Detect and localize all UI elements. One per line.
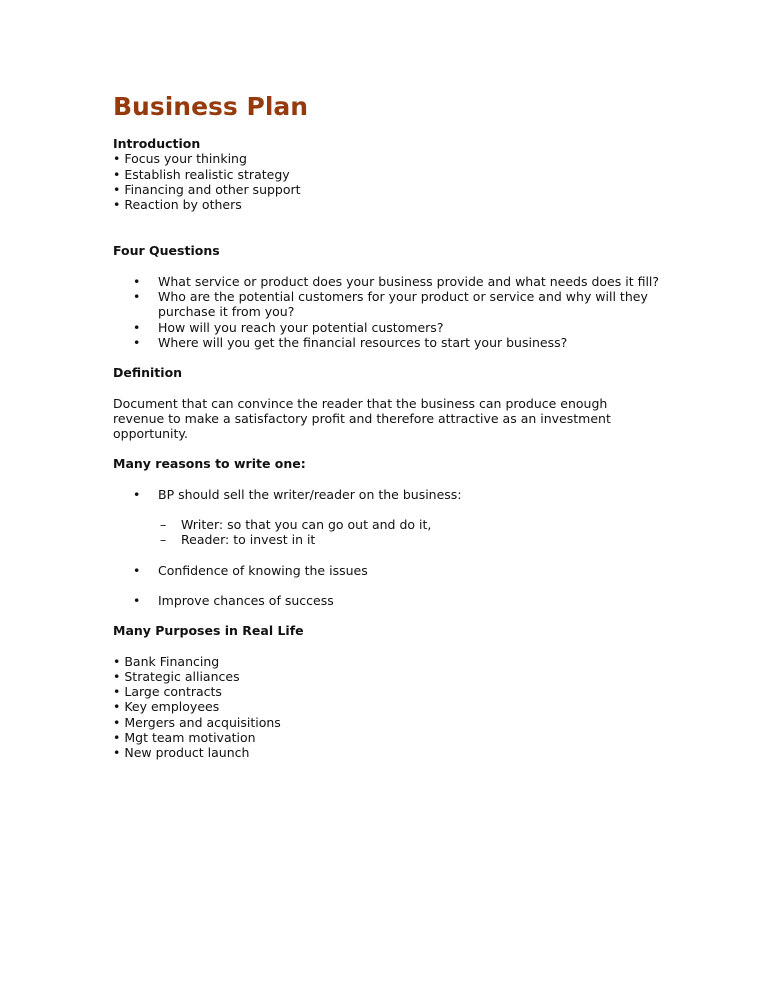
reasons-heading: Many reasons to write one: — [113, 456, 306, 472]
introduction-heading: Introduction — [113, 136, 201, 151]
list-item — [133, 487, 673, 502]
bullet-icon: • — [133, 592, 141, 608]
list-item: • Bank Financing — [113, 654, 673, 669]
four-questions-section — [113, 243, 673, 350]
list-item: • Mgt team motivation — [113, 730, 673, 745]
bullet-icon: • — [133, 486, 141, 502]
four-questions-heading: Four Questions — [113, 243, 220, 259]
list-item: • Mergers and acquisitions — [113, 715, 673, 730]
four-questions-list — [113, 274, 663, 350]
list-item: • Financing and other support — [113, 182, 673, 197]
sub-list-item-text: Reader: to invest in it — [181, 532, 316, 548]
list-item — [133, 335, 663, 350]
introduction-list — [113, 151, 673, 212]
sub-list-item-text: Writer: so that you can go out and do it, — [181, 517, 432, 533]
list-item: • Key employees — [113, 699, 673, 714]
list-item-text: Confidence of knowing the issues — [158, 562, 368, 578]
list-item: • Establish realistic strategy — [113, 167, 673, 182]
list-item: • New product launch — [113, 745, 673, 760]
page-title: Business Plan — [113, 92, 309, 121]
bullet-icon: • — [133, 562, 141, 578]
reasons-list — [113, 487, 673, 502]
bullet-icon: • — [133, 273, 141, 289]
definition-section — [113, 365, 673, 441]
list-item — [133, 563, 673, 578]
reasons-sub-list — [113, 517, 673, 548]
list-item: • Focus your thinking — [113, 151, 673, 166]
introduction-section — [113, 136, 673, 212]
dash-icon: – — [160, 532, 167, 548]
list-item — [133, 593, 673, 608]
list-item-text: How will you reach your potential customers? — [158, 319, 444, 335]
bullet-icon: • — [133, 334, 141, 350]
list-item — [133, 289, 663, 320]
list-item-text: BP should sell the writer/reader on the business: — [158, 486, 462, 502]
definition-text: Document that can convince the reader that the business can produce enough revenue to make a satisfactory profit and therefore attractive as an investment opportunity. — [113, 395, 611, 442]
list-item — [133, 320, 663, 335]
document-page — [113, 92, 673, 761]
purposes-section — [113, 623, 673, 760]
list-item — [133, 274, 663, 289]
list-item-text: What service or product does your business provide and what needs does it fill? — [158, 273, 660, 289]
purposes-list — [113, 654, 673, 761]
list-item: • Strategic alliances — [113, 669, 673, 684]
sub-list-item — [158, 532, 673, 547]
bullet-icon: • — [133, 289, 141, 305]
list-item-text: Who are the potential customers for your product or service and why will they purchase it from you? — [158, 289, 648, 320]
list-item: • Large contracts — [113, 684, 673, 699]
reasons-list-continued — [113, 593, 673, 608]
dash-icon: – — [160, 517, 167, 533]
list-item: • Reaction by others — [113, 197, 673, 212]
list-item-text: Improve chances of success — [158, 592, 334, 608]
reasons-section — [113, 456, 673, 608]
sub-list-item — [158, 517, 673, 532]
purposes-heading: Many Purposes in Real Life — [113, 623, 304, 639]
definition-heading: Definition — [113, 365, 183, 381]
bullet-icon: • — [133, 319, 141, 335]
list-item-text: Where will you get the financial resources to start your business? — [158, 334, 568, 350]
reasons-list-continued — [113, 563, 673, 578]
